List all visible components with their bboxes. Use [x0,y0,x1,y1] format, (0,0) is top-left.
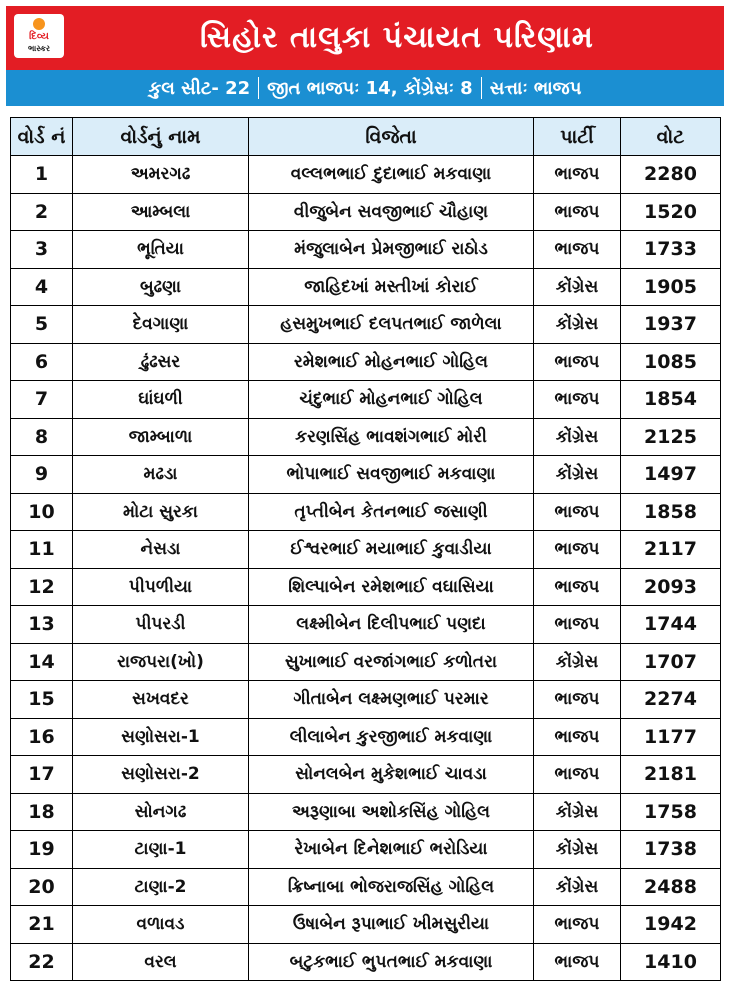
winner-cell: ચંદુભાઈ મોહનભાઈ ગોહિલ [249,381,534,419]
ward-no-cell: 19 [11,831,73,869]
ward-no-cell: 15 [11,681,73,719]
votes-cell: 1733 [621,231,721,269]
ward-name-cell: સણોસરા-1 [73,718,249,756]
winner-cell: શિલ્પાબેન રમેશભાઈ વઘાસિયા [249,568,534,606]
winner-cell: મંજુલાબેન પ્રેમજીભાઈ રાઠોડ [249,231,534,269]
logo-line-2: ભાસ્કર [27,44,51,53]
table-row [11,718,721,756]
header-winner: વિજેતા [249,118,534,156]
party-cell: કોંગ્રેસ [534,268,621,306]
ward-no-cell: 16 [11,718,73,756]
party-cell: ભાજપ [534,193,621,231]
votes-cell: 2488 [621,868,721,906]
divya-bhaskar-logo [14,14,64,58]
ward-no-cell: 11 [11,531,73,569]
winner-cell: તૃપ્તીબેન કેતનભાઈ જસાણી [249,493,534,531]
votes-cell: 1758 [621,793,721,831]
ward-name-cell: સખવદર [73,681,249,719]
table-row [11,681,721,719]
ward-name-cell: સોનગઢ [73,793,249,831]
total-seats: કુલ સીટ- 22 [148,77,251,99]
ward-no-cell: 21 [11,906,73,944]
winner-cell: ઉષાબેન રૂપાભાઈ ખીમસુરીયા [249,906,534,944]
summary-divider [258,77,259,99]
party-cell: કોંગ્રેસ [534,868,621,906]
votes-cell: 2125 [621,418,721,456]
votes-cell: 2280 [621,156,721,194]
ward-no-cell: 9 [11,456,73,494]
winner-cell: વલ્લભભાઈ દુદાભાઈ મકવાણા [249,156,534,194]
ward-no-cell: 8 [11,418,73,456]
winner-cell: વીજુબેન સવજીભાઈ ચૌહાણ [249,193,534,231]
party-cell: ભાજપ [534,906,621,944]
winner-cell: ગીતાબેન લક્ષ્મણભાઈ પરમાર [249,681,534,719]
table-row [11,306,721,344]
ward-no-cell: 20 [11,868,73,906]
ward-no-cell: 7 [11,381,73,419]
party-cell: ભાજપ [534,568,621,606]
party-cell: કોંગ્રેસ [534,418,621,456]
votes-cell: 1905 [621,268,721,306]
votes-cell: 1085 [621,343,721,381]
winner-cell: ઈશ્વરભાઈ મયાભાઈ કુવાડીયા [249,531,534,569]
table-row [11,793,721,831]
ward-name-cell: જામ્બાળા [73,418,249,456]
party-cell: કોંગ્રેસ [534,793,621,831]
table-row [11,231,721,269]
votes-cell: 1707 [621,643,721,681]
ward-no-cell: 5 [11,306,73,344]
party-cell: ભાજપ [534,756,621,794]
votes-cell: 1177 [621,718,721,756]
votes-cell: 2274 [621,681,721,719]
ward-no-cell: 17 [11,756,73,794]
table-row [11,568,721,606]
logo-line-1: દિવ્ય [29,31,49,42]
winner-cell: અરૂણાબા અશોકસિંહ ગોહિલ [249,793,534,831]
table-row [11,418,721,456]
party-cell: ભાજપ [534,343,621,381]
winner-cell: ક્રિષ્નાબા ભોજરાજસિંહ ગોહિલ [249,868,534,906]
votes-cell: 2181 [621,756,721,794]
votes-cell: 1520 [621,193,721,231]
winner-cell: સોનલબેન મુકેશભાઈ ચાવડા [249,756,534,794]
ward-no-cell: 18 [11,793,73,831]
page-title: સિહોર તાલુકા પંચાયત પરિણામ [200,20,594,55]
ward-name-cell: બુઢણા [73,268,249,306]
table-row [11,831,721,869]
ward-name-cell: ટાણા-2 [73,868,249,906]
ward-name-cell: ટાણા-1 [73,831,249,869]
party-cell: ભાજપ [534,493,621,531]
table-row [11,756,721,794]
party-cell: ભાજપ [534,156,621,194]
table-row [11,606,721,644]
winner-cell: રમેશભાઈ મોહનભાઈ ગોહિલ [249,343,534,381]
ward-name-cell: આમ્બલા [73,193,249,231]
winner-cell: જાહિદખાં મસ્તીખાં કોરાઈ [249,268,534,306]
table-row [11,643,721,681]
winner-cell: ભોપાભાઈ સવજીભાઈ મકવાણા [249,456,534,494]
winner-cell: રેખાબેન દિનેશભાઈ ભરોડિયા [249,831,534,869]
table-row [11,943,721,981]
ward-no-cell: 1 [11,156,73,194]
ward-no-cell: 3 [11,231,73,269]
party-cell: ભાજપ [534,381,621,419]
ward-no-cell: 4 [11,268,73,306]
winner-cell: સુખાભાઈ વરજાંગભાઈ કળોતરા [249,643,534,681]
ward-name-cell: પીપરડી [73,606,249,644]
ward-no-cell: 12 [11,568,73,606]
ward-name-cell: રાજપરા(ખો) [73,643,249,681]
ward-no-cell: 2 [11,193,73,231]
winner-cell: હસમુખભાઈ દલપતભાઈ જાળેલા [249,306,534,344]
party-cell: ભાજપ [534,681,621,719]
ward-name-cell: મોટા સુરકા [73,493,249,531]
party-cell: ભાજપ [534,531,621,569]
ward-name-cell: સણોસરા-2 [73,756,249,794]
summary-divider [481,77,482,99]
votes-cell: 1738 [621,831,721,869]
table-row [11,268,721,306]
winner-cell: લીલાબેન કુરજીભાઈ મકવાણા [249,718,534,756]
table-row [11,868,721,906]
header-votes: વોટ [621,118,721,156]
table-row [11,343,721,381]
votes-cell: 1858 [621,493,721,531]
ward-name-cell: નેસડા [73,531,249,569]
table-row [11,381,721,419]
ward-name-cell: વળાવડ [73,906,249,944]
table-row [11,156,721,194]
ward-name-cell: દેવગાણા [73,306,249,344]
header-party: પાર્ટી [534,118,621,156]
ward-name-cell: ભૂતિયા [73,231,249,269]
seats-won: જીત ભાજપઃ 14, કોંગ્રેસઃ 8 [267,77,473,99]
party-cell: ભાજપ [534,943,621,981]
table-header-row [11,118,721,156]
votes-cell: 1942 [621,906,721,944]
summary-bar [6,70,724,106]
table-row [11,906,721,944]
table-row [11,493,721,531]
votes-cell: 1497 [621,456,721,494]
ward-no-cell: 6 [11,343,73,381]
winner-cell: કરણસિંહ ભાવશંગભાઈ મોરી [249,418,534,456]
winner-cell: લક્ષ્મીબેન દિલીપભાઈ પણદા [249,606,534,644]
party-cell: કોંગ્રેસ [534,831,621,869]
party-cell: ભાજપ [534,606,621,644]
votes-cell: 1410 [621,943,721,981]
header-ward-no: વોર્ડ નં [11,118,73,156]
table-row [11,193,721,231]
party-cell: ભાજપ [534,718,621,756]
ward-no-cell: 13 [11,606,73,644]
header-ward-name: વોર્ડનું નામ [73,118,249,156]
table-row [11,531,721,569]
ward-name-cell: પીપળીયા [73,568,249,606]
ward-no-cell: 22 [11,943,73,981]
votes-cell: 2093 [621,568,721,606]
results-table [10,117,721,981]
ward-name-cell: અમરગઢ [73,156,249,194]
party-cell: કોંગ્રેસ [534,643,621,681]
party-cell: ભાજપ [534,231,621,269]
votes-cell: 2117 [621,531,721,569]
party-cell: કોંગ્રેસ [534,456,621,494]
ward-no-cell: 14 [11,643,73,681]
ward-no-cell: 10 [11,493,73,531]
ward-name-cell: ઢુંઢસર [73,343,249,381]
votes-cell: 1854 [621,381,721,419]
ward-name-cell: મઢડા [73,456,249,494]
winner-cell: બટુકભાઈ ભુપતભાઈ મકવાણા [249,943,534,981]
ward-name-cell: ઘાંઘળી [73,381,249,419]
votes-cell: 1937 [621,306,721,344]
sun-icon [33,18,45,30]
ruling-party: સત્તાઃ ભાજપ [489,77,582,99]
ward-name-cell: વરલ [73,943,249,981]
party-cell: કોંગ્રેસ [534,306,621,344]
votes-cell: 1744 [621,606,721,644]
table-row [11,456,721,494]
